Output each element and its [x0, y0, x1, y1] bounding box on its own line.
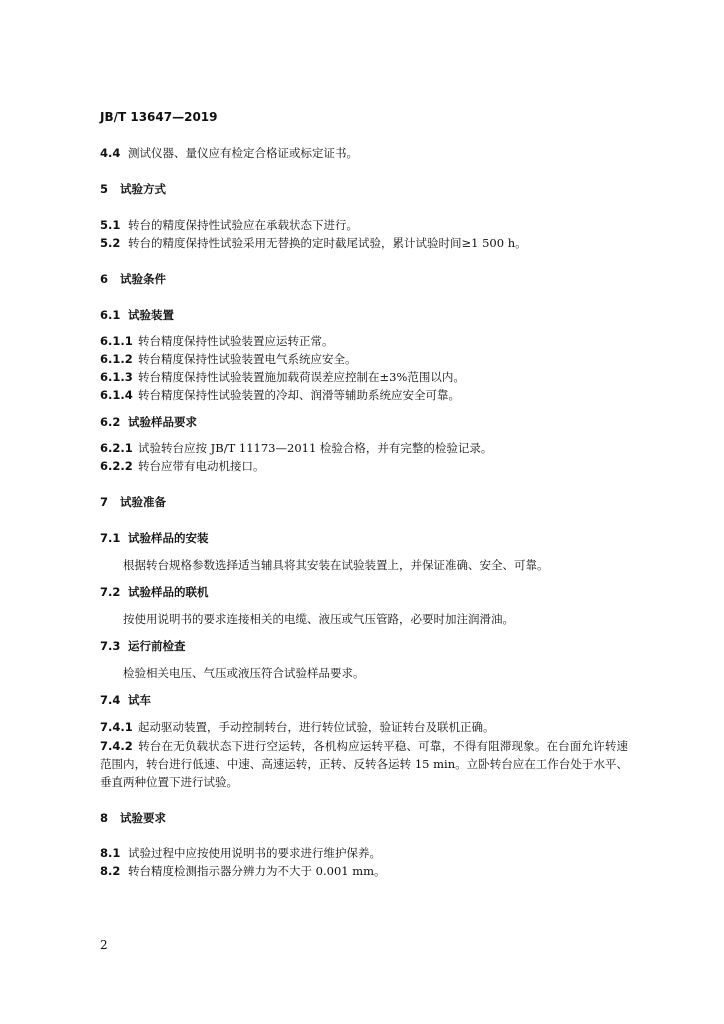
- subsection-title: 试验样品的联机: [128, 585, 209, 599]
- subsection-7-3-heading: [100, 638, 630, 655]
- section-5-heading: [100, 181, 630, 198]
- clause-text: 转台精度保持性试验装置的冷却、润滑等辅助系统应安全可靠。: [138, 388, 460, 402]
- clause-number: 6.2.1: [100, 441, 133, 455]
- subsection-number: 7.3: [100, 639, 121, 653]
- clause-7-4-1: [100, 719, 630, 736]
- clause-text: 转台的精度保持性试验应在承载状态下进行。: [128, 218, 358, 232]
- clause-text: 试验转台应按 JB/T 11173—2011 检验合格，并有完整的检验记录。: [138, 441, 493, 455]
- subsection-title: 试车: [128, 693, 151, 707]
- clause-6-1-3: [100, 369, 630, 386]
- clause-number: 5.1: [100, 218, 121, 232]
- section-title: 试验要求: [120, 811, 166, 825]
- section-number: 7: [100, 495, 109, 509]
- clause-number: 7.4.2: [100, 739, 133, 753]
- clause-number: 8.2: [100, 864, 121, 878]
- clause-5-2: [100, 235, 630, 252]
- clause-7-4-2: [100, 737, 628, 791]
- clause-number: 6.1.2: [100, 352, 133, 366]
- subsection-number: 6.1: [100, 308, 121, 322]
- clause-text: 转台精度保持性试验装置应运转正常。: [138, 334, 334, 348]
- paragraph-7-2: 按使用说明书的要求连接相关的电缆、液压或气压管路，必要时加注润滑油。: [123, 612, 514, 626]
- subsection-title: 试验装置: [128, 308, 174, 322]
- clause-number: 7.4.1: [100, 720, 133, 734]
- clause-text: 转台精度检测指示器分辨力为不大于 0.001 mm。: [128, 864, 386, 878]
- subsection-7-1-heading: [100, 530, 630, 547]
- clause-5-1: [100, 217, 630, 234]
- subsection-6-1-heading: [100, 307, 630, 324]
- clause-text: 转台应带有电动机接口。: [138, 459, 265, 473]
- clause-number: 8.1: [100, 846, 121, 860]
- clause-text: 测试仪器、量仪应有检定合格证或标定证书。: [128, 146, 358, 160]
- subsection-number: 7.2: [100, 585, 121, 599]
- section-number: 6: [100, 272, 109, 286]
- clause-8-1: [100, 845, 630, 862]
- clause-number: 6.2.2: [100, 459, 133, 473]
- section-8-heading: [100, 810, 630, 827]
- clause-6-2-1: [100, 440, 630, 457]
- clause-6-1-4: [100, 387, 630, 404]
- subsection-7-4-heading: [100, 692, 630, 709]
- subsection-7-2-heading: [100, 584, 630, 601]
- clause-text: 转台的精度保持性试验采用无替换的定时截尾试验，累计试验时间≥1 500 h。: [128, 236, 527, 250]
- section-number: 8: [100, 811, 109, 825]
- clause-text: 转台精度保持性试验装置施加载荷误差应控制在±3%范围以内。: [138, 370, 465, 384]
- section-title: 试验条件: [120, 272, 166, 286]
- page-number: 2: [100, 938, 108, 952]
- subsection-number: 7.1: [100, 531, 121, 545]
- subsection-title: 试验样品的安装: [128, 531, 209, 545]
- clause-text: 转台精度保持性试验装置电气系统应安全。: [138, 352, 357, 366]
- clause-number: 5.2: [100, 236, 121, 250]
- clause-number: 6.1.3: [100, 370, 133, 384]
- clause-number: 6.1.4: [100, 388, 133, 402]
- clause-text: 起动驱动装置，手动控制转台，进行转位试验，验证转台及联机正确。: [138, 720, 495, 734]
- clause-8-2: [100, 863, 630, 880]
- clause-number: 6.1.1: [100, 334, 133, 348]
- subsection-6-2-heading: [100, 414, 630, 431]
- subsection-title: 试验样品要求: [128, 415, 197, 429]
- section-7-heading: [100, 494, 630, 511]
- section-title: 试验准备: [120, 495, 166, 509]
- paragraph-7-1: 根据转台规格参数选择适当辅具将其安装在试验装置上，并保证准确、安全、可靠。: [123, 558, 549, 572]
- clause-text: 转台在无负载状态下进行空运转，各机构应运转平稳、可靠，不得有阻滞现象。在台面允许转速范围内，转台进行低速、中速、高速运转，正转、反转各运转 15 min。立卧转台应在工作台处于水平、垂直两种位置下进行试验。: [100, 739, 628, 789]
- clause-6-2-2: [100, 458, 630, 475]
- clause-number: 4.4: [100, 146, 121, 160]
- subsection-number: 6.2: [100, 415, 121, 429]
- subsection-number: 7.4: [100, 693, 121, 707]
- clause-4-4: [100, 145, 630, 162]
- subsection-title: 运行前检查: [128, 639, 186, 653]
- section-title: 试验方式: [120, 182, 166, 196]
- section-6-heading: [100, 271, 630, 288]
- standard-header: JB/T 13647—2019: [100, 110, 218, 124]
- paragraph-7-3: 检验相关电压、气压或液压符合试验样品要求。: [123, 666, 365, 680]
- section-number: 5: [100, 182, 109, 196]
- clause-6-1-1: [100, 333, 630, 350]
- clause-6-1-2: [100, 351, 630, 368]
- clause-text: 试验过程中应按使用说明书的要求进行维护保养。: [128, 846, 381, 860]
